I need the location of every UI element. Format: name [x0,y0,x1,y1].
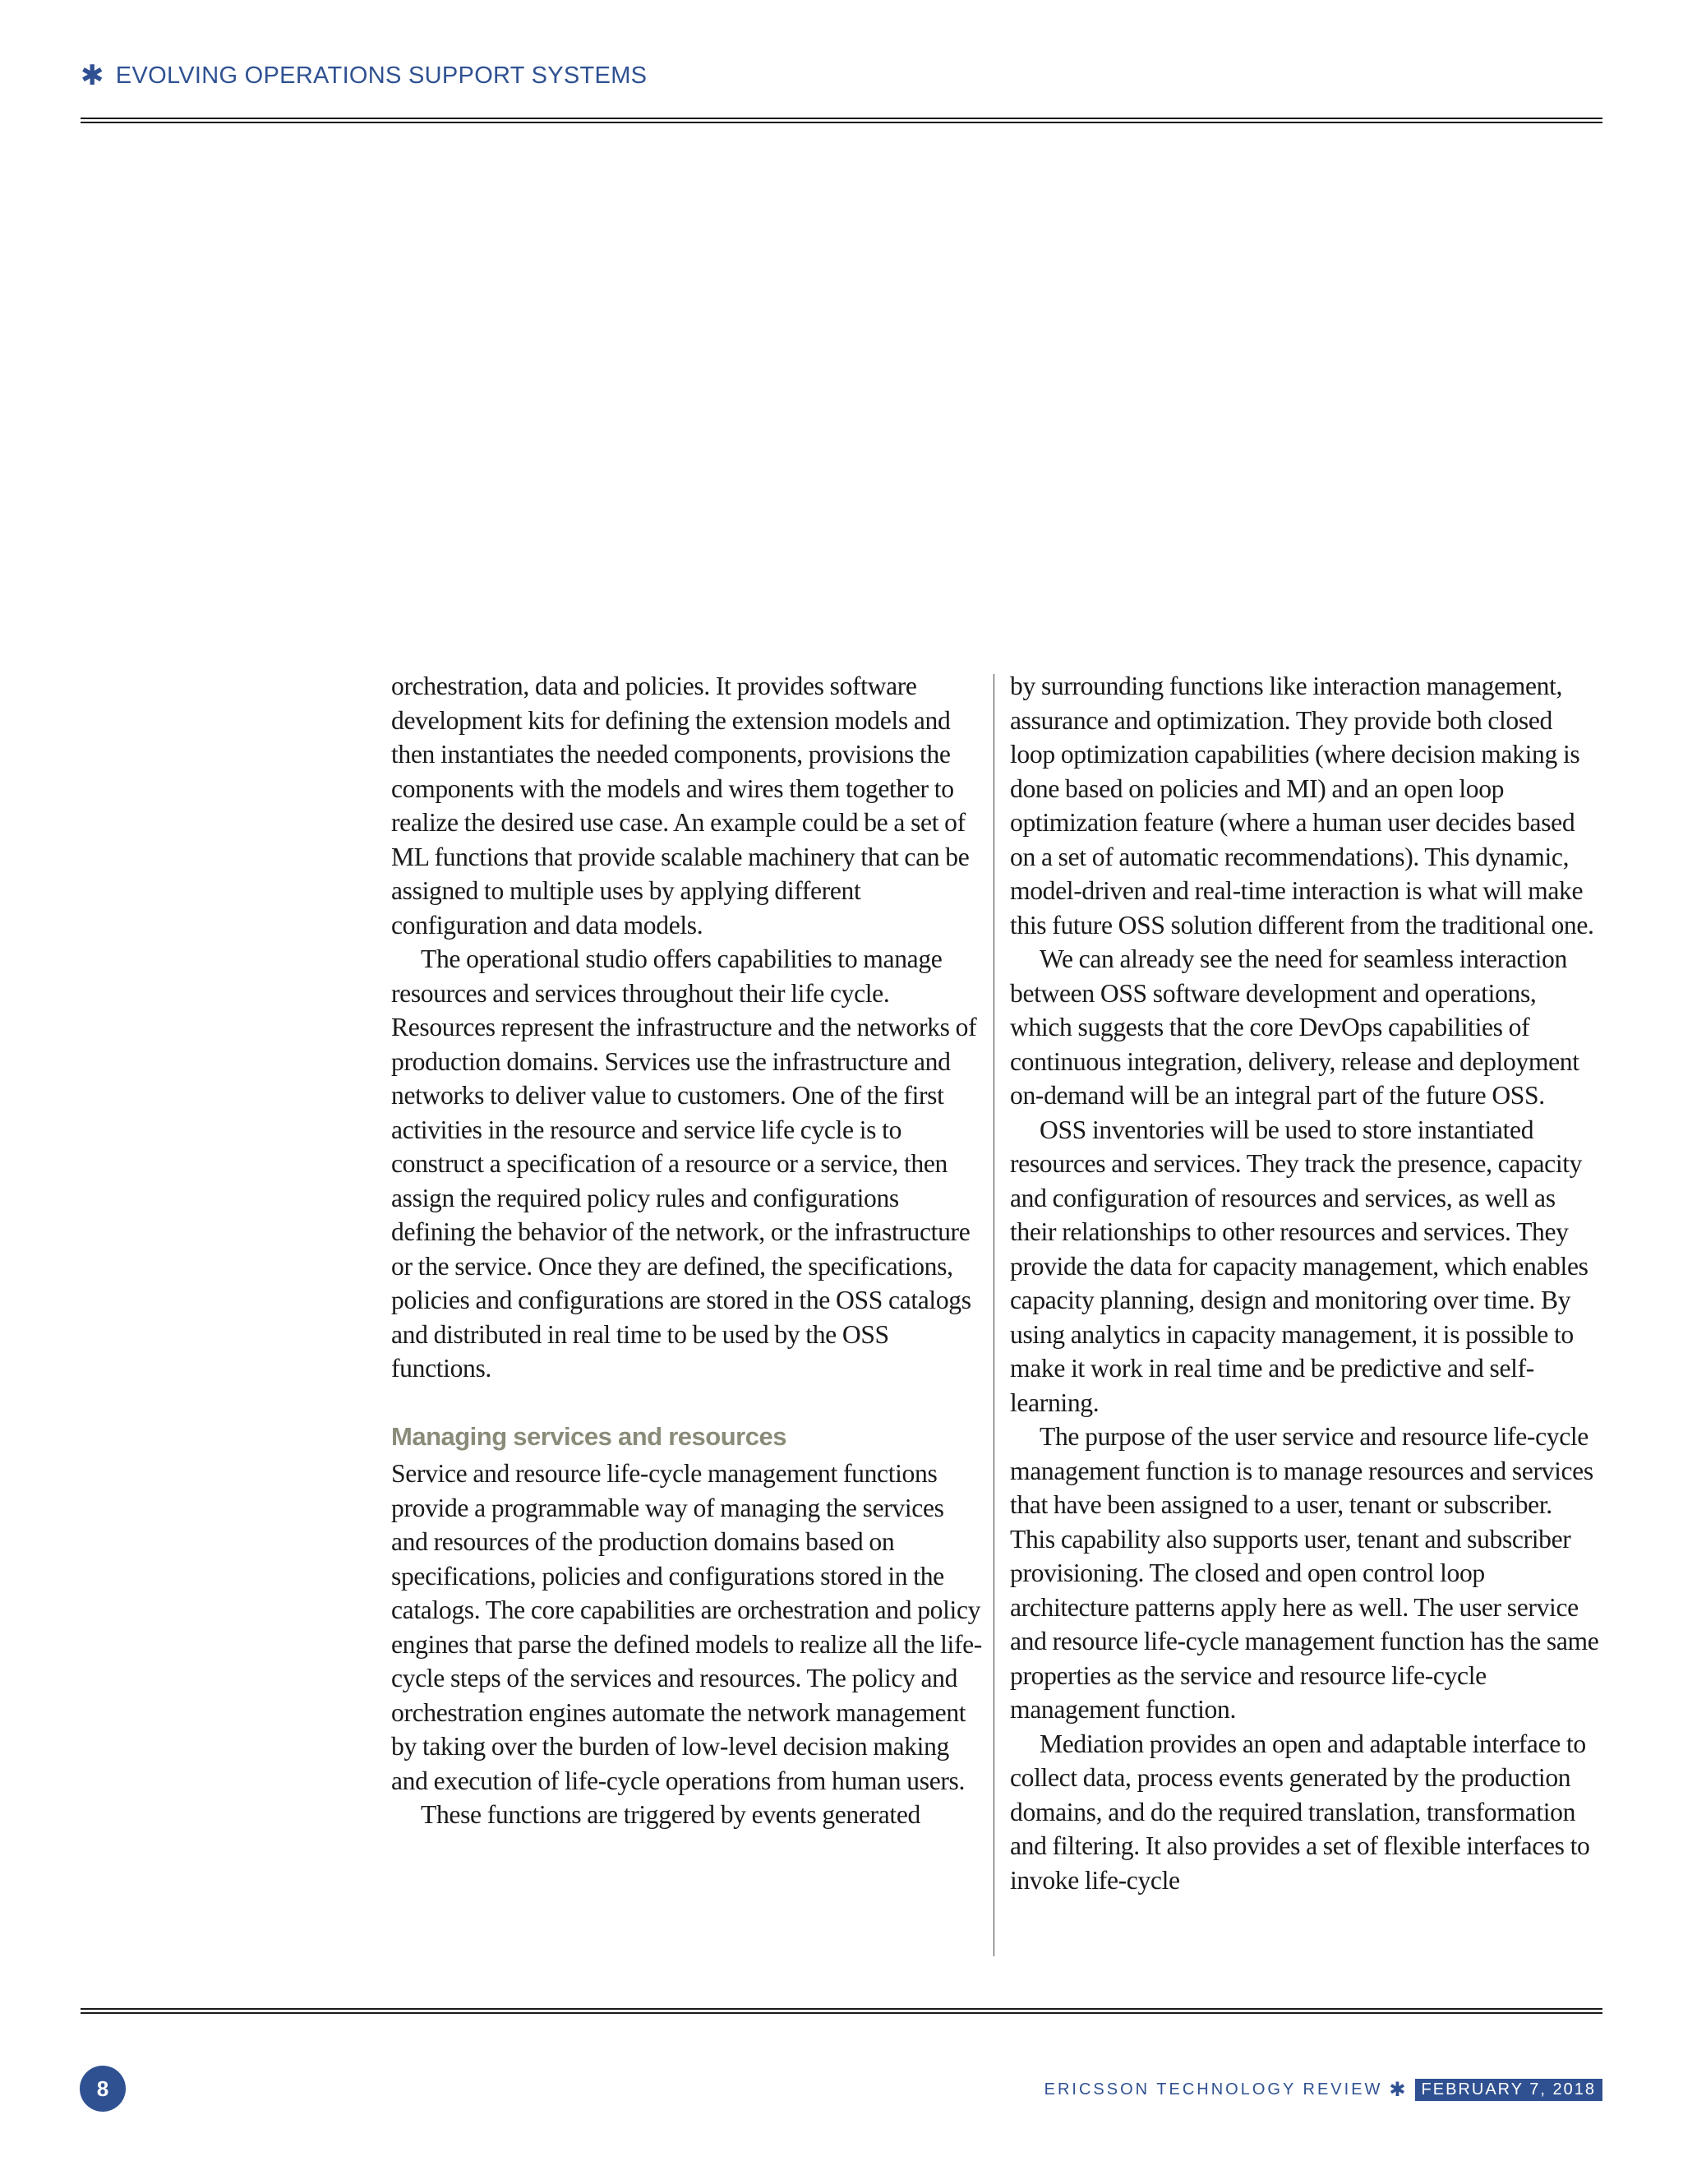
publication-footer [1044,2078,1602,2102]
body-paragraph: by surrounding functions like interaction management, assurance and optimization. They provide both closed loop optimization capabilities (where decision making is done based on policies and MI) and an open loop optimization feature (where a human user decides based on a set of automatic recommendations). This dynamic, model-driven and real-time interaction is what will make this future OSS solution different from the traditional one. [1010,672,1594,940]
body-paragraph: Mediation provides an open and adaptable interface to collect data, process events generated by the production domains, and do the required translation, transformation and filtering. It also provides a set of flexible interfaces to invoke life-cycle [1010,1729,1590,1895]
body-paragraph: The operational studio offers capabilities to manage resources and services throughout their life cycle. Resources represent the infrastructure and the networks of production domains. Services use the infrastructure and networks to deliver value to customers. One of the first activities in the resource and service life cycle is to construct a specification of a resource or a service, then assign the required policy rules and configurations defining the behavior of the network, or the infrastructure or the service. Once they are defined, the specifications, policies and configurations are stored in the OSS catalogs and distributed in real time to be used by the OSS functions. [391,944,977,1383]
body-paragraph: We can already see the need for seamless interaction between OSS software development and operations, which suggests that the core DevOps capabilities of continuous integration, delivery, release and deployment on-demand will be an integral part of the future OSS. [1010,944,1579,1110]
footer-rule [81,2008,1602,2014]
issue-date: FEBRUARY 7, 2018 [1415,2079,1602,2101]
page-number-badge: 8 [80,2066,126,2112]
body-paragraph: These functions are triggered by events generated [421,1800,920,1829]
left-column [391,669,983,1832]
body-paragraph: OSS inventories will be used to store instantiated resources and services. They track the presence, capacity and configuration of resources and services, as well as their relationships to other resources and services. They provide the data for capacity management, which enables capacity planning, design and monitoring over time. By using analytics in capacity management, it is possible to make it work in real time and be predictive and self-learning. [1010,1115,1588,1417]
asterisk-icon: ✱ [1389,2079,1409,2101]
right-column [1010,669,1602,1897]
publication-name: ERICSSON TECHNOLOGY REVIEW [1044,2080,1383,2099]
body-paragraph: orchestration, data and policies. It provides software development kits for defining the extension models and then instantiates the needed components, provisions the components with the models and wires them together to realize the desired use case. An example could be a set of ML functions that provide scalable machinery that can be assigned to multiple uses by applying different configuration and data models. [391,672,970,940]
header-rule [81,118,1602,123]
asterisk-icon: ✱ [81,60,104,91]
section-title: EVOLVING OPERATIONS SUPPORT SYSTEMS [115,62,648,89]
body-paragraph: Service and resource life-cycle management functions provide a programmable way of managing the services and resources of the production domains based on specifications, policies and configurations stored in the catalogs. The core capabilities are orchestration and policy engines that parse the defined models to realize all the life-cycle steps of the services and resources. The policy and orchestration engines automate the network management by taking over the burden of low-level decision making and execution of life-cycle operations from human users. [391,1459,982,1795]
body-paragraph: The purpose of the user service and resource life-cycle management function is to manage resources and services that have been assigned to a user, tenant or subscriber. This capability also supports user, tenant and subscriber provisioning. The closed and open control loop architecture patterns apply here as well. The user service and resource life-cycle management function has the same properties as the service and resource life-cycle management function. [1010,1422,1599,1724]
running-header [81,58,647,94]
section-subheading: Managing services and resources [391,1421,786,1451]
